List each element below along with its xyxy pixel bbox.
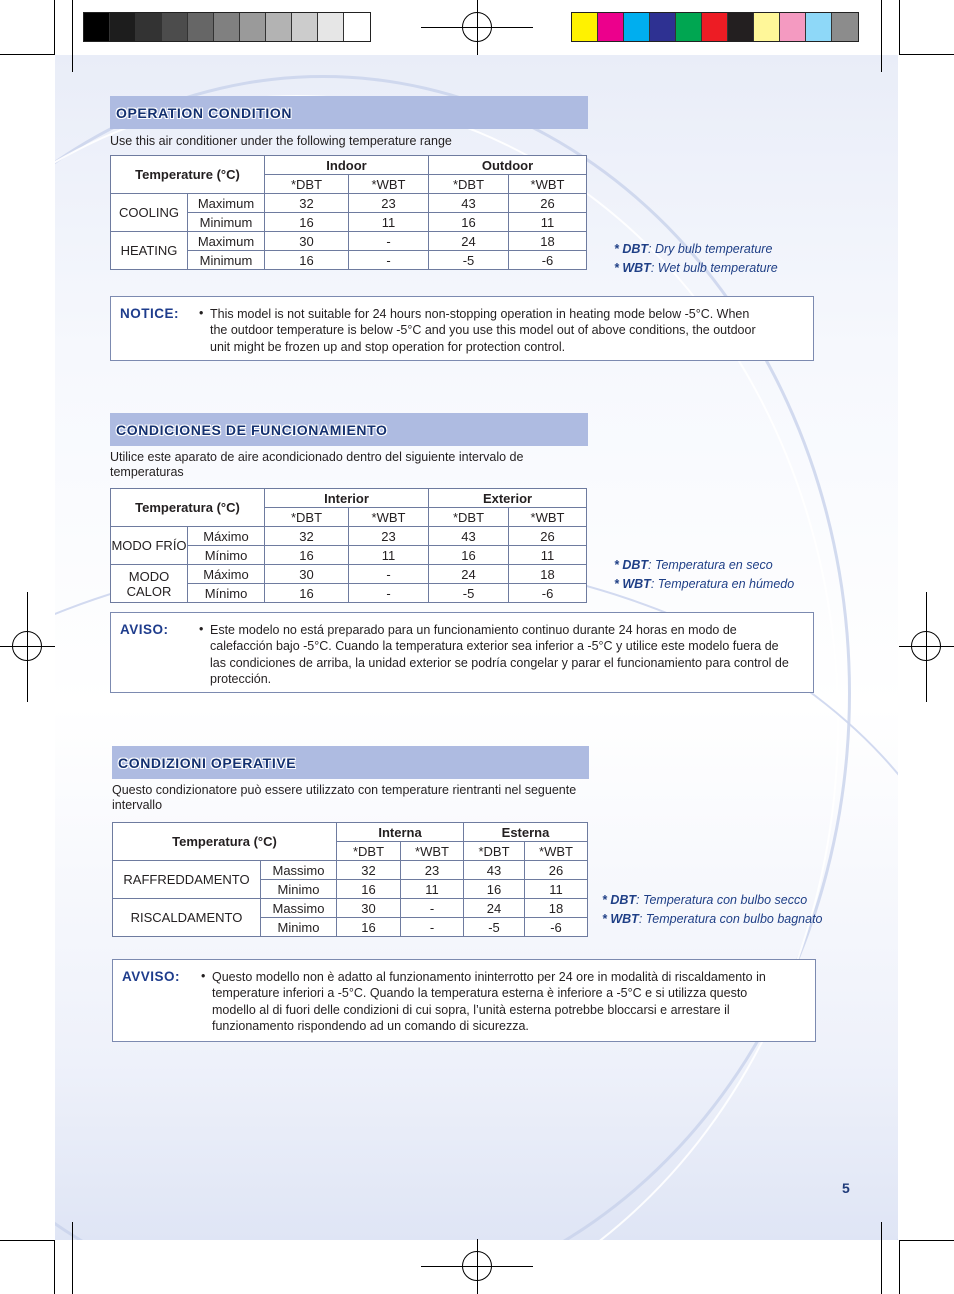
bullet: •	[201, 969, 206, 983]
table-cell: 16	[337, 918, 401, 937]
table-cell: 16	[265, 251, 349, 270]
row-label: Massimo	[261, 861, 337, 880]
legend-key: * WBT	[614, 261, 651, 275]
bullet: •	[199, 622, 204, 636]
section-intro: Questo condizionatore può essere utilizzato con temperature rientranti nel seguente intervallo	[112, 783, 577, 812]
temperature-table	[112, 822, 588, 937]
mode-label: HEATING	[111, 232, 188, 270]
table-cell: 11	[525, 880, 588, 899]
notice-label: AVVISO:	[122, 969, 181, 984]
gray-swatch	[292, 13, 318, 41]
outdoor-header: Esterna	[464, 823, 588, 842]
section-title: OPERATION CONDITION	[110, 96, 588, 129]
sub-header: *DBT	[337, 842, 401, 861]
table-cell: 16	[265, 584, 349, 603]
color-swatch	[572, 13, 598, 41]
sub-header: *DBT	[429, 508, 509, 527]
row-label: Maximum	[188, 194, 265, 213]
color-swatch	[728, 13, 754, 41]
table-cell: -5	[429, 251, 509, 270]
process-color-bar	[571, 12, 859, 42]
legend-text: : Wet bulb temperature	[650, 261, 778, 275]
table-cell: -	[349, 565, 429, 584]
table-cell: -	[401, 899, 464, 918]
legend-text: : Temperatura en húmedo	[650, 577, 795, 591]
table-cell: -	[349, 232, 429, 251]
table-cell: 43	[429, 194, 509, 213]
legend-key: * WBT	[614, 577, 651, 591]
gray-swatch	[136, 13, 162, 41]
notice-box	[112, 959, 816, 1042]
sub-header: *WBT	[525, 842, 588, 861]
mode-label: MODO FRÍO	[111, 527, 188, 565]
table-cell: 24	[429, 565, 509, 584]
sub-header: *DBT	[429, 175, 509, 194]
legend-text: : Temperatura con bulbo secco	[636, 893, 808, 907]
notice-text: This model is not suitable for 24 hours non-stopping operation in heating mode below -5°C. When the outdoor temperature is below -5°C and you use this model out of above conditions, the outdoor unit might be frozen up and stop operation for protection control.	[210, 307, 756, 354]
table-cell: 11	[401, 880, 464, 899]
table-cell: 24	[429, 232, 509, 251]
table-cell: 18	[509, 565, 587, 584]
sub-header: *DBT	[265, 175, 349, 194]
color-swatch	[806, 13, 832, 41]
table-cell: 16	[429, 546, 509, 565]
legend-text: : Temperatura en seco	[648, 558, 773, 572]
table-cell: -6	[509, 251, 587, 270]
color-swatch	[702, 13, 728, 41]
table-cell: 16	[429, 213, 509, 232]
table-cell: 32	[265, 527, 349, 546]
row-label: Máximo	[188, 565, 265, 584]
row-label: Maximum	[188, 232, 265, 251]
outdoor-header: Exterior	[429, 489, 587, 508]
table-row	[113, 861, 588, 880]
abbreviation-legend	[602, 891, 823, 929]
table-cell: 26	[509, 194, 587, 213]
table-cell: 26	[525, 861, 588, 880]
table-cell: 30	[265, 232, 349, 251]
sub-header: *WBT	[349, 175, 429, 194]
abbreviation-legend	[614, 240, 778, 278]
table-cell: 43	[464, 861, 525, 880]
table-cell: 11	[349, 213, 429, 232]
outdoor-header: Outdoor	[429, 156, 587, 175]
table-cell: 23	[349, 194, 429, 213]
table-cell: -6	[525, 918, 588, 937]
color-swatch	[780, 13, 806, 41]
grayscale-color-bar	[83, 12, 371, 42]
gray-swatch	[188, 13, 214, 41]
table-cell: 32	[265, 194, 349, 213]
mode-label: RISCALDAMENTO	[113, 899, 261, 937]
table-cell: 30	[337, 899, 401, 918]
bullet: •	[199, 306, 204, 320]
table-cell: 23	[349, 527, 429, 546]
notice-box	[110, 612, 814, 693]
legend-key: * WBT	[602, 912, 639, 926]
temp-header: Temperatura (°C)	[113, 823, 337, 861]
table-cell: -5	[464, 918, 525, 937]
gray-swatch	[266, 13, 292, 41]
row-label: Minimo	[261, 880, 337, 899]
notice-label: NOTICE:	[120, 306, 179, 321]
legend-text: : Temperatura con bulbo bagnato	[638, 912, 823, 926]
table-cell: 43	[429, 527, 509, 546]
notice-box	[110, 296, 814, 361]
sub-header: *WBT	[349, 508, 429, 527]
temp-header: Temperatura (°C)	[111, 489, 265, 527]
color-swatch	[624, 13, 650, 41]
gray-swatch	[84, 13, 110, 41]
row-label: Minimum	[188, 213, 265, 232]
table-cell: -	[349, 251, 429, 270]
table-cell: 16	[464, 880, 525, 899]
table-cell: 24	[464, 899, 525, 918]
row-label: Máximo	[188, 527, 265, 546]
legend-key: * DBT	[602, 893, 637, 907]
gray-swatch	[344, 13, 370, 41]
indoor-header: Interior	[265, 489, 429, 508]
gray-swatch	[110, 13, 136, 41]
table-row	[111, 194, 587, 213]
table-cell: 18	[525, 899, 588, 918]
temp-header: Temperature (°C)	[111, 156, 265, 194]
notice-label: AVISO:	[120, 622, 169, 637]
mode-label: RAFFREDDAMENTO	[113, 861, 261, 899]
row-label: Minimum	[188, 251, 265, 270]
table-cell: 18	[509, 232, 587, 251]
page-number: 5	[842, 1180, 850, 1196]
color-swatch	[754, 13, 780, 41]
table-cell: 11	[509, 546, 587, 565]
gray-swatch	[214, 13, 240, 41]
sub-header: *WBT	[401, 842, 464, 861]
table-row	[113, 899, 588, 918]
section-title: CONDICIONES DE FUNCIONAMIENTO	[110, 413, 588, 446]
table-cell: -	[401, 918, 464, 937]
legend-text: : Dry bulb temperature	[648, 242, 773, 256]
table-cell: 16	[265, 213, 349, 232]
table-cell: 16	[337, 880, 401, 899]
gray-swatch	[318, 13, 344, 41]
color-swatch	[676, 13, 702, 41]
table-cell: 23	[401, 861, 464, 880]
indoor-header: Interna	[337, 823, 464, 842]
color-swatch	[650, 13, 676, 41]
table-cell: 11	[509, 213, 587, 232]
color-swatch	[598, 13, 624, 41]
table-row	[111, 527, 587, 546]
mode-label: MODO CALOR	[111, 565, 188, 603]
sub-header: *DBT	[265, 508, 349, 527]
gray-swatch	[162, 13, 188, 41]
section-title: CONDIZIONI OPERATIVE	[112, 746, 589, 779]
sub-header: *DBT	[464, 842, 525, 861]
notice-text: Questo modello non è adatto al funzionamento ininterrotto per 24 ore in modalità di riscaldamento in temperature inferiori a -5°C. Quando la temperatura esterna è inferiore a -5°C e si utilizza questo modello al di fuori delle condizioni di cui sopra, l’unità esterna potrebbe bloccarsi e arrestare il funzionamento rispondendo ad un comando di sicurezza.	[212, 970, 766, 1034]
table-cell: 16	[265, 546, 349, 565]
sub-header: *WBT	[509, 175, 587, 194]
row-label: Minimo	[261, 918, 337, 937]
row-label: Mínimo	[188, 584, 265, 603]
row-label: Mínimo	[188, 546, 265, 565]
gray-swatch	[240, 13, 266, 41]
table-row	[111, 232, 587, 251]
abbreviation-legend	[614, 556, 794, 594]
indoor-header: Indoor	[265, 156, 429, 175]
temperature-table	[110, 488, 587, 603]
section-intro: Use this air conditioner under the following temperature range	[110, 134, 452, 148]
table-cell: -	[349, 584, 429, 603]
table-cell: 11	[349, 546, 429, 565]
legend-key: * DBT	[614, 558, 649, 572]
temperature-table	[110, 155, 587, 270]
sub-header: *WBT	[509, 508, 587, 527]
table-cell: 32	[337, 861, 401, 880]
table-cell: 26	[509, 527, 587, 546]
table-cell: 30	[265, 565, 349, 584]
notice-text: Este modelo no está preparado para un funcionamiento continuo durante 24 horas en modo de calefacción bajo -5°C. Cuando la temperatura exterior sea inferior a -5°C y utilice este modelo fuera de las condiciones de arriba, la unidad exterior se podría congelar y parar el funcionamiento para control de protección.	[210, 623, 789, 687]
color-swatch	[832, 13, 858, 41]
mode-label: COOLING	[111, 194, 188, 232]
row-label: Massimo	[261, 899, 337, 918]
table-row	[111, 565, 587, 584]
section-intro: Utilice este aparato de aire acondicionado dentro del siguiente intervalo de temperaturas	[110, 450, 524, 479]
legend-key: * DBT	[614, 242, 649, 256]
table-cell: -6	[509, 584, 587, 603]
table-cell: -5	[429, 584, 509, 603]
